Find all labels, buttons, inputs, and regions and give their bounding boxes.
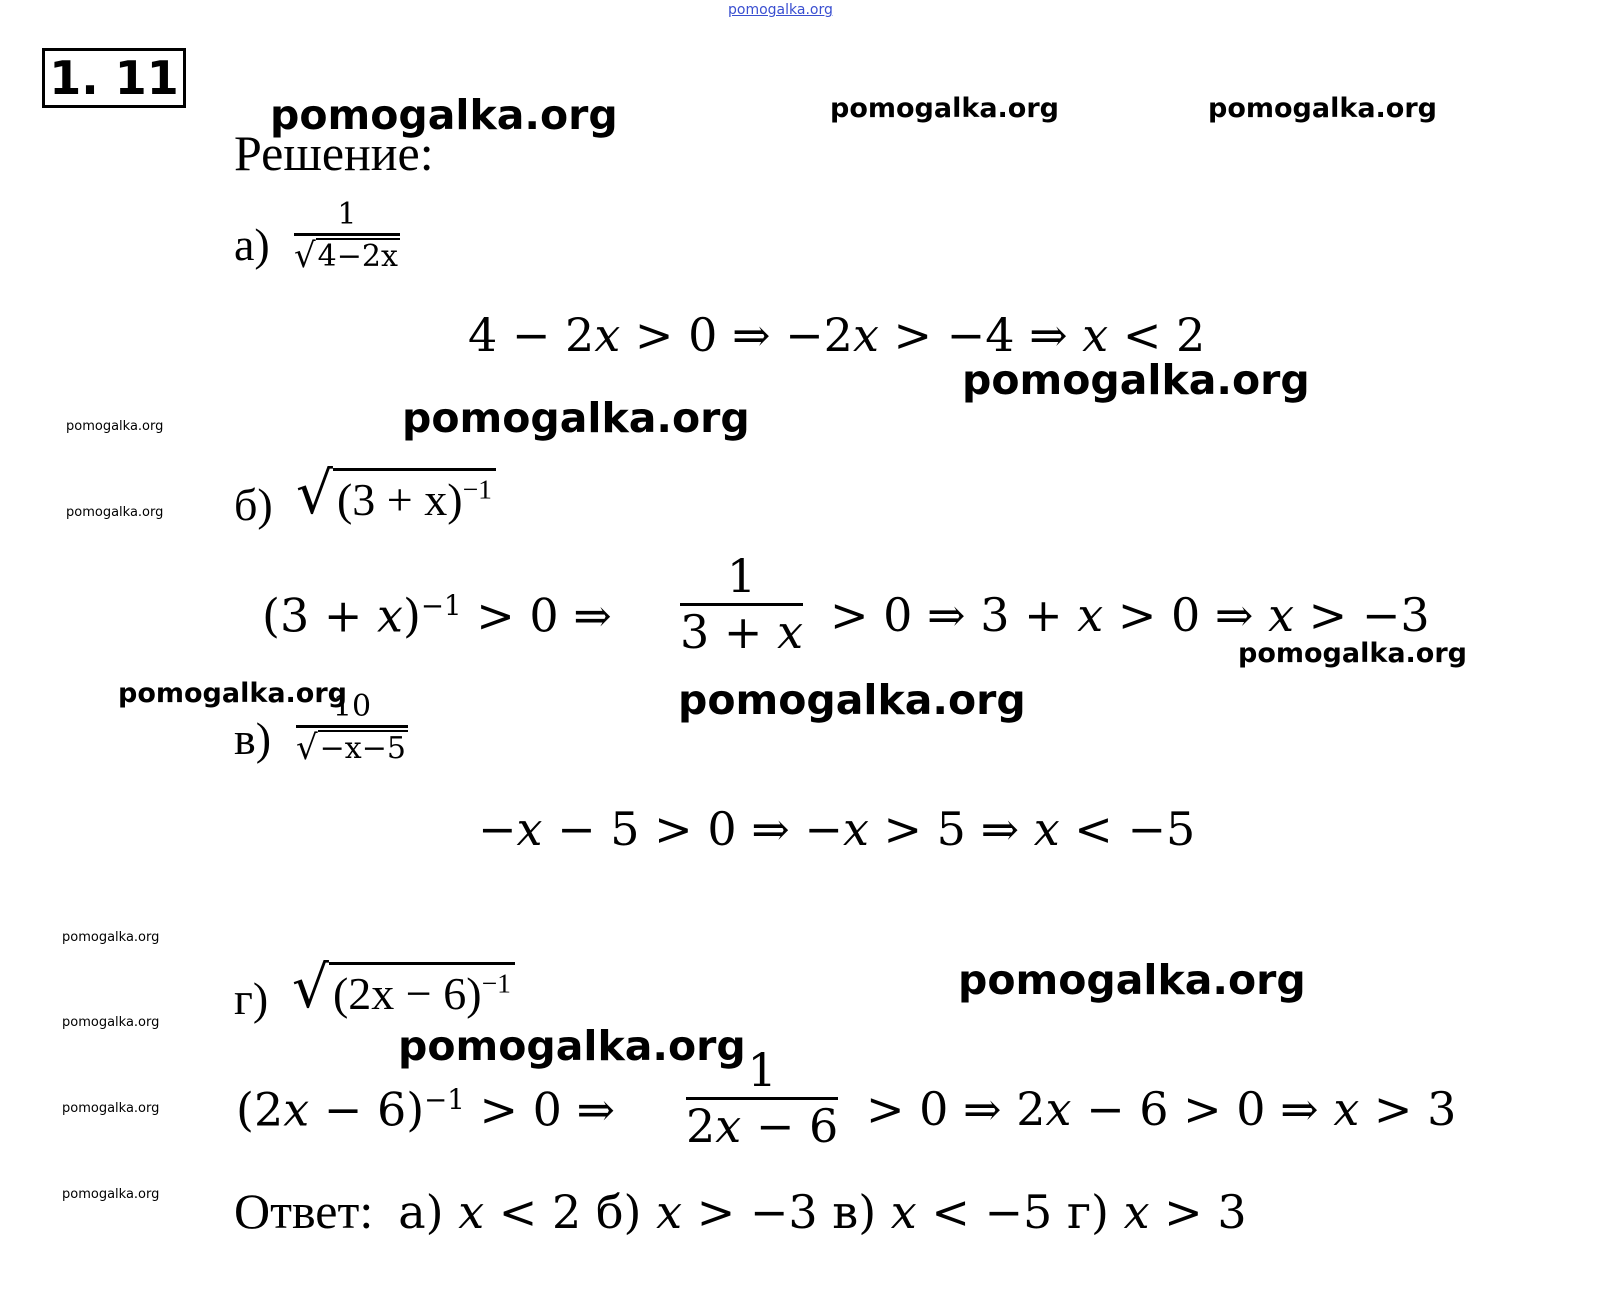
part-g-solution-right [866,1082,1457,1136]
math-text: > 0 ⇒ 3 + [830,588,1078,642]
watermark: pomogalka.org [962,356,1310,404]
part-g-expression [292,953,515,1021]
math-var: x [715,1098,742,1153]
radicand [329,962,515,1020]
answer-values [398,1185,1246,1239]
watermark: pomogalka.org [62,1187,160,1202]
watermark: pomogalka.org [398,1022,746,1070]
math-var: x [283,1082,310,1137]
part-b-label: б) [234,479,273,530]
part-b-solution-left [262,588,612,643]
math-var: x [1033,802,1060,856]
math-var: x [1333,1082,1360,1136]
math-var: x [1123,1185,1150,1239]
part-a-denominator [294,236,400,276]
fraction-denominator [686,1100,838,1153]
math-text: 3 + [680,604,778,659]
math-text: > −3 в) [682,1185,891,1239]
math-text: а) [398,1185,459,1239]
math-var: x [1077,588,1104,642]
part-a-numerator: 1 [337,197,357,232]
part-a-solution [468,308,1206,362]
math-text: > 0 ⇒ [461,588,612,643]
math-text: > −4 ⇒ [878,308,1083,362]
math-var: x [516,802,543,856]
watermark: pomogalka.org [62,930,160,945]
exponent: −1 [462,473,492,505]
math-text: 4 − 2 [468,308,595,362]
fraction-denominator [680,606,803,659]
math-text: > 0 ⇒ 2 [866,1082,1046,1136]
math-text: − [478,802,517,856]
math-text: − 6) [309,1082,425,1137]
part-g-solution-left [236,1082,616,1137]
part-a-label: а) [234,219,270,270]
part-v-solution [478,802,1196,856]
math-var: x [1045,1082,1072,1136]
watermark: pomogalka.org [958,956,1306,1004]
answer-line [234,1183,1247,1239]
math-var: x [656,1185,683,1239]
math-text: − 6 > 0 ⇒ [1071,1082,1334,1136]
math-text: < 2 б) [484,1185,657,1239]
watermark: pomogalka.org [62,1101,160,1116]
math-var: x [842,802,869,856]
watermark-top: pomogalka.org [728,2,833,18]
math-text: > 0 ⇒ −2 [620,308,853,362]
radical-sign: √ [292,953,329,1021]
math-text: 2 [686,1098,716,1153]
radicand: 4−2x [317,239,398,274]
watermark: pomogalka.org [1238,638,1467,669]
exponent: −1 [424,1083,465,1116]
math-text: − 5 > 0 ⇒ − [542,802,843,856]
math-text: (3 + [262,588,377,643]
part-v-expression [296,689,408,768]
math-var: x [594,308,621,362]
part-b-solution-right [830,588,1430,642]
math-text: (2 [236,1082,284,1137]
part-a-expression [294,197,400,276]
part-v-numerator: 10 [332,689,372,724]
part-v-denominator [296,728,408,768]
math-var: x [458,1185,485,1239]
radical-sign: √ [294,236,316,276]
watermark: pomogalka.org [270,91,618,139]
fraction-numerator: 1 [726,549,757,603]
watermark: pomogalka.org [66,505,164,520]
radicand: −x−5 [319,731,406,766]
watermark: pomogalka.org [118,678,347,709]
watermark: pomogalka.org [678,676,1026,724]
math-text: > 3 [1149,1185,1247,1239]
math-text: > 0 ⇒ [464,1082,616,1137]
radical-sign: √ [296,459,333,527]
answer-label: Ответ: [234,1183,374,1239]
math-var: x [890,1185,917,1239]
part-b-expression [296,459,496,527]
math-text: > 0 ⇒ [1103,588,1269,642]
math-text: ) [402,588,421,643]
exponent: −1 [420,589,462,622]
watermark: pomogalka.org [62,1015,160,1030]
radicand [333,468,496,526]
part-b-fraction [680,550,803,659]
solution-heading: Решение: [234,125,434,181]
radicand-base: (2x − 6) [332,968,482,1019]
part-v-label: в) [234,713,272,764]
watermark: pomogalka.org [830,93,1059,124]
math-text: < −5 [1059,802,1196,856]
math-var: x [1082,308,1109,362]
watermark: pomogalka.org [402,394,750,442]
fraction-numerator: 1 [747,1043,777,1097]
math-var: x [1268,588,1295,642]
watermark: pomogalka.org [1208,93,1437,124]
part-g-label: г) [234,973,269,1024]
math-var: x [852,308,879,362]
math-text: > −3 [1294,588,1430,642]
math-var: x [377,588,403,643]
radical-sign: √ [296,728,318,768]
math-var: x [777,604,804,659]
exponent: −1 [481,967,511,999]
math-text: − 6 [741,1098,839,1153]
math-text: < 2 [1108,308,1206,362]
math-text: > 5 ⇒ [868,802,1034,856]
watermark: pomogalka.org [66,419,164,434]
problem-number: 1. 11 [42,48,186,108]
radicand-base: (3 + x) [336,474,463,525]
math-text: < −5 г) [916,1185,1124,1239]
part-g-fraction [686,1044,838,1153]
math-text: > 3 [1359,1082,1457,1136]
